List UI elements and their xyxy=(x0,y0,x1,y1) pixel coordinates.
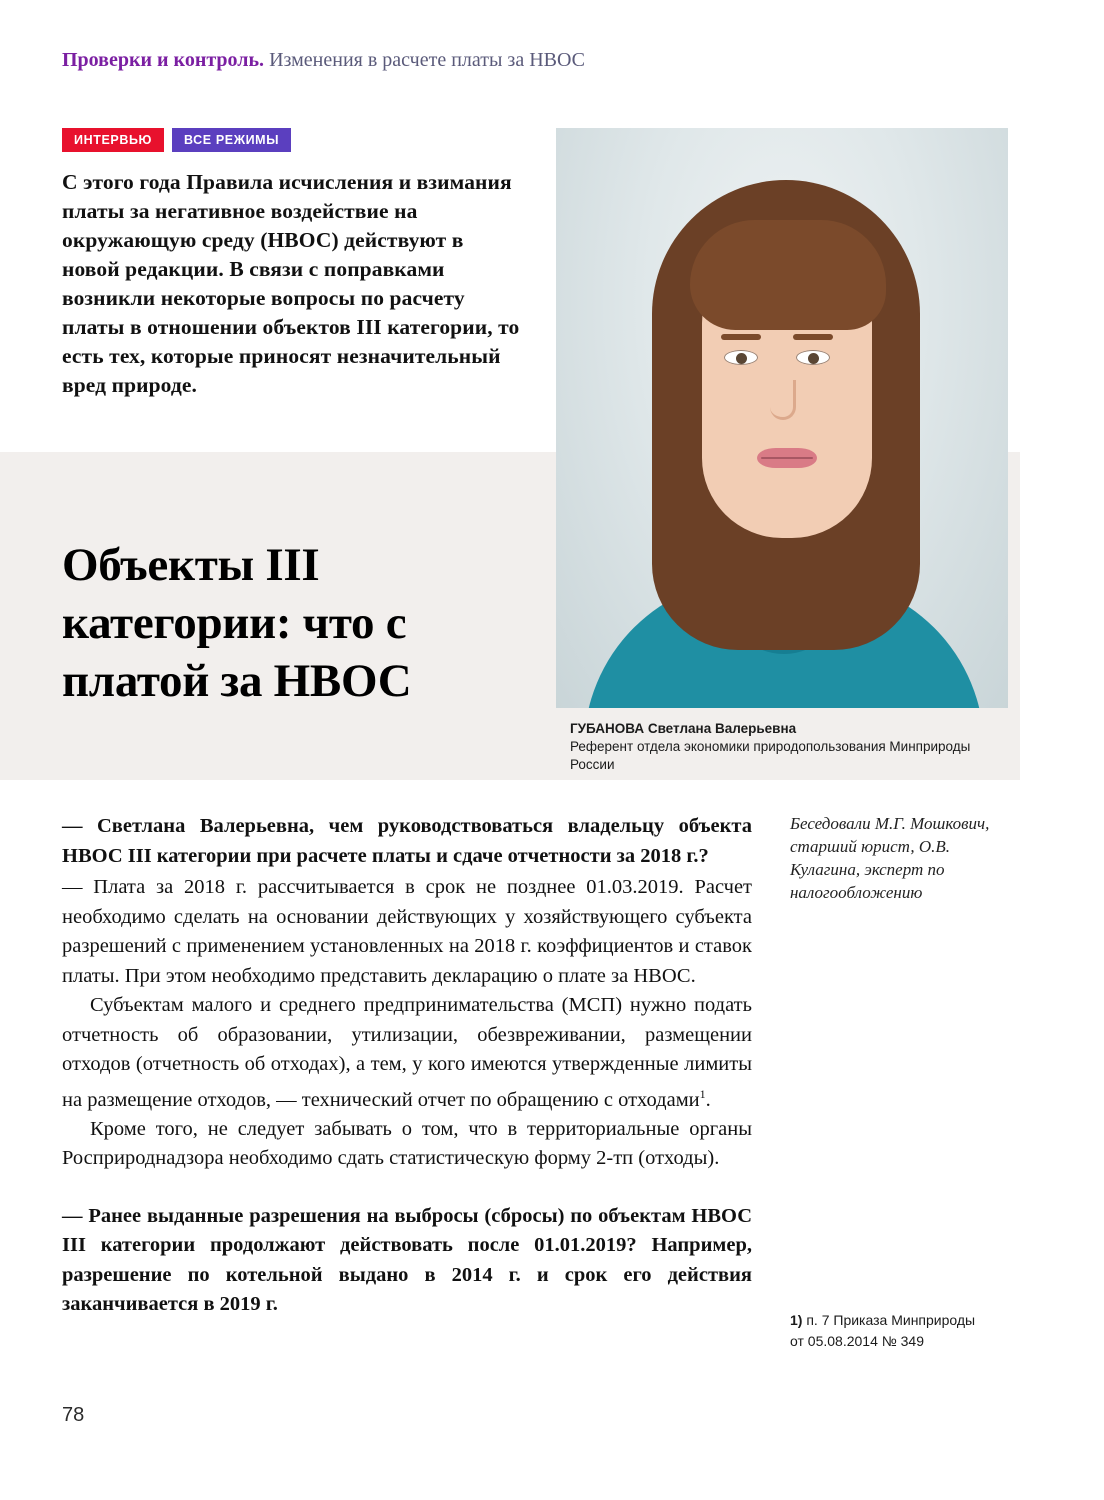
tag-interview: ИНТЕРВЬЮ xyxy=(62,128,164,152)
headline-band-right-gap xyxy=(1020,452,1104,780)
page-header xyxy=(62,48,1042,72)
photo-pupil-right xyxy=(808,353,819,364)
header-title: Изменения в расчете платы за НВОС xyxy=(269,49,585,71)
answer-1-paragraph-2-text: Субъектам малого и среднего предпринимательства (МСП) нужно подать отчетность об образовании, утилизации, обезвреживании, размещении отходов (отчетность об отходах), а тем, у кого имеются утвержденные лимиты на размещение отходов, — технический отчет по обращению с отходами xyxy=(62,994,752,1111)
footnote-marker-inline: 1 xyxy=(699,1086,706,1101)
photo-mouth xyxy=(757,448,817,468)
tags-row xyxy=(62,128,291,152)
footnote-text-line-2: от 05.08.2014 № 349 xyxy=(790,1333,925,1349)
tag-all-modes: ВСЕ РЕЖИМЫ xyxy=(172,128,291,152)
question-1: — Светлана Валерьевна, чем руководствоваться владельцу объекта НВОС III категории при расчете платы и сдаче отчетности за 2018 г.? xyxy=(62,815,752,867)
answer-1-paragraph-2 xyxy=(62,991,752,1115)
photo-caption-name: ГУБАНОВА Светлана Валерьевна xyxy=(570,721,797,736)
footnote-text-line-1: п. 7 Приказа Минприроды xyxy=(806,1312,976,1328)
answer-1-paragraph-3: Кроме того, не следует забывать о том, что в территориальные органы Росприроднадзора необходимо сдать статистическую форму 2-тп (отходы). xyxy=(62,1117,752,1170)
footnote-number: 1) xyxy=(790,1312,803,1328)
photo-eyebrow-right xyxy=(793,334,833,340)
portrait-photo xyxy=(556,128,1008,708)
page-title: Объекты III категории: что с платой за НВОС xyxy=(62,539,412,708)
page-number: 78 xyxy=(62,1404,85,1426)
answer-1-paragraph-2-tail: . xyxy=(705,1088,711,1111)
lead-paragraph: С этого года Правила исчисления и взимания платы за негативное воздействие на окружающую среду (НВОС) действуют в новой редакции. В связи с поправками возникли некоторые вопросы по расчету платы в отношении объектов III категории, то есть тех, которые приносят незначительный вред природе. xyxy=(62,170,520,397)
answer-1-paragraph-1: — Плата за 2018 г. рассчитывается в срок не позднее 01.03.2019. Расчет необходимо сделать на основании действующих у хозяйствующего субъекта разрешений с применением установленных на 2018 г. коэффициентов и ставок платы. При этом необходимо представить декларацию о плате за НВОС. xyxy=(62,876,752,987)
photo-pupil-left xyxy=(736,353,747,364)
photo-fringe xyxy=(690,220,886,330)
paragraph-spacer xyxy=(62,1174,752,1202)
header-rubric: Проверки и контроль. xyxy=(62,49,265,71)
question-2: — Ранее выданные разрешения на выбросы (сбросы) по объектам НВОС III категории продолжают действовать после 01.01.2019? Например, разрешение по котельной выдано в 2014 г. и срок его действия заканчивается в 2019 г. xyxy=(62,1204,752,1316)
article-body xyxy=(62,812,752,1322)
photo-caption-role: Референт отдела экономики природопользования Минприроды России xyxy=(570,739,971,772)
photo-nose xyxy=(770,380,796,420)
interviewers-note: Беседовали М.Г. Мошкович, старший юрист, О.В. Кулагина, эксперт по налогообложению xyxy=(790,814,990,902)
footnote xyxy=(790,1310,1030,1352)
photo-eyebrow-left xyxy=(721,334,761,340)
photo-caption xyxy=(556,708,1008,780)
